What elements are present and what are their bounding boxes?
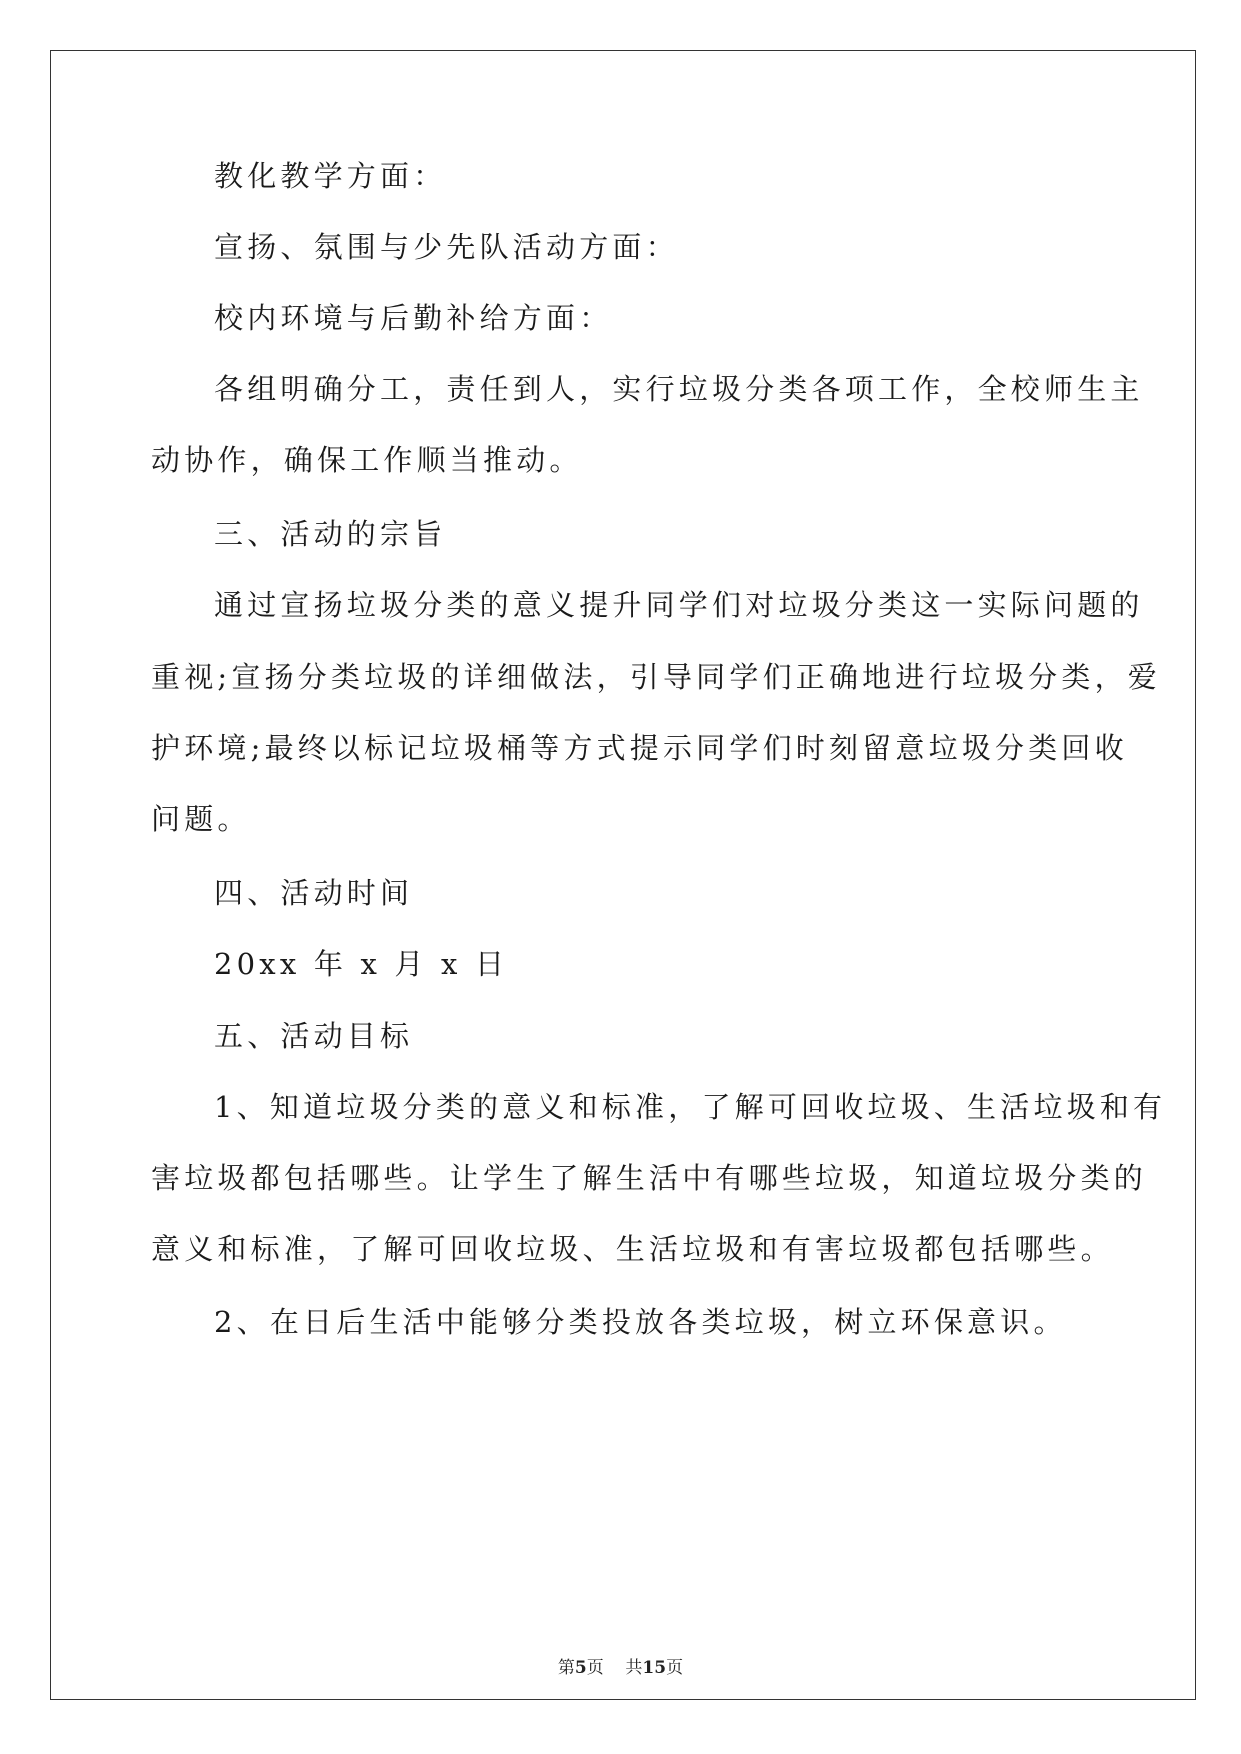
section-line-publicity: 宣扬、氛围与少先队活动方面： <box>214 230 679 264</box>
date-line: 20xx 年 x 月 x 日 <box>214 947 509 981</box>
page-footer <box>0 1656 1241 1680</box>
heading-purpose: 三、活动的宗旨 <box>214 517 447 551</box>
section-line-teaching: 教化教学方面： <box>214 159 447 193</box>
paragraph-line: 护环境;最终以标记垃圾桶等方式提示同学们时刻留意垃圾分类回收 <box>151 731 1128 765</box>
footer-total-pages: 15 <box>642 1658 667 1678</box>
paragraph-line: 1、知道垃圾分类的意义和标准，了解可回收垃圾、生活垃圾和有 <box>214 1090 1167 1124</box>
heading-goals: 五、活动目标 <box>214 1019 414 1053</box>
footer-page-number: 5 <box>574 1658 587 1678</box>
heading-time: 四、活动时间 <box>214 876 414 910</box>
section-line-campus: 校内环境与后勤补给方面： <box>214 301 613 335</box>
paragraph-line: 害垃圾都包括哪些。让学生了解生活中有哪些垃圾，知道垃圾分类的 <box>151 1161 1148 1195</box>
paragraph-line: 意义和标准，了解可回收垃圾、生活垃圾和有害垃圾都包括哪些。 <box>151 1232 1114 1266</box>
paragraph-line: 2、在日后生活中能够分类投放各类垃圾，树立环保意识。 <box>214 1305 1067 1339</box>
paragraph-line: 各组明确分工，责任到人，实行垃圾分类各项工作，全校师生主 <box>214 372 1144 406</box>
paragraph-line: 通过宣扬垃圾分类的意义提升同学们对垃圾分类这一实际问题的 <box>214 588 1144 622</box>
paragraph-line: 重视;宣扬分类垃圾的详细做法，引导同学们正确地进行垃圾分类，爱 <box>151 660 1161 694</box>
footer-total-suffix: 页 <box>666 1658 684 1678</box>
footer-page-prefix: 第 <box>557 1658 575 1678</box>
paragraph-line: 动协作，确保工作顺当推动。 <box>151 443 583 477</box>
footer-page-suffix: 页 <box>586 1658 604 1678</box>
paragraph-line: 问题。 <box>151 802 251 836</box>
footer-total-prefix: 共 <box>625 1658 643 1678</box>
